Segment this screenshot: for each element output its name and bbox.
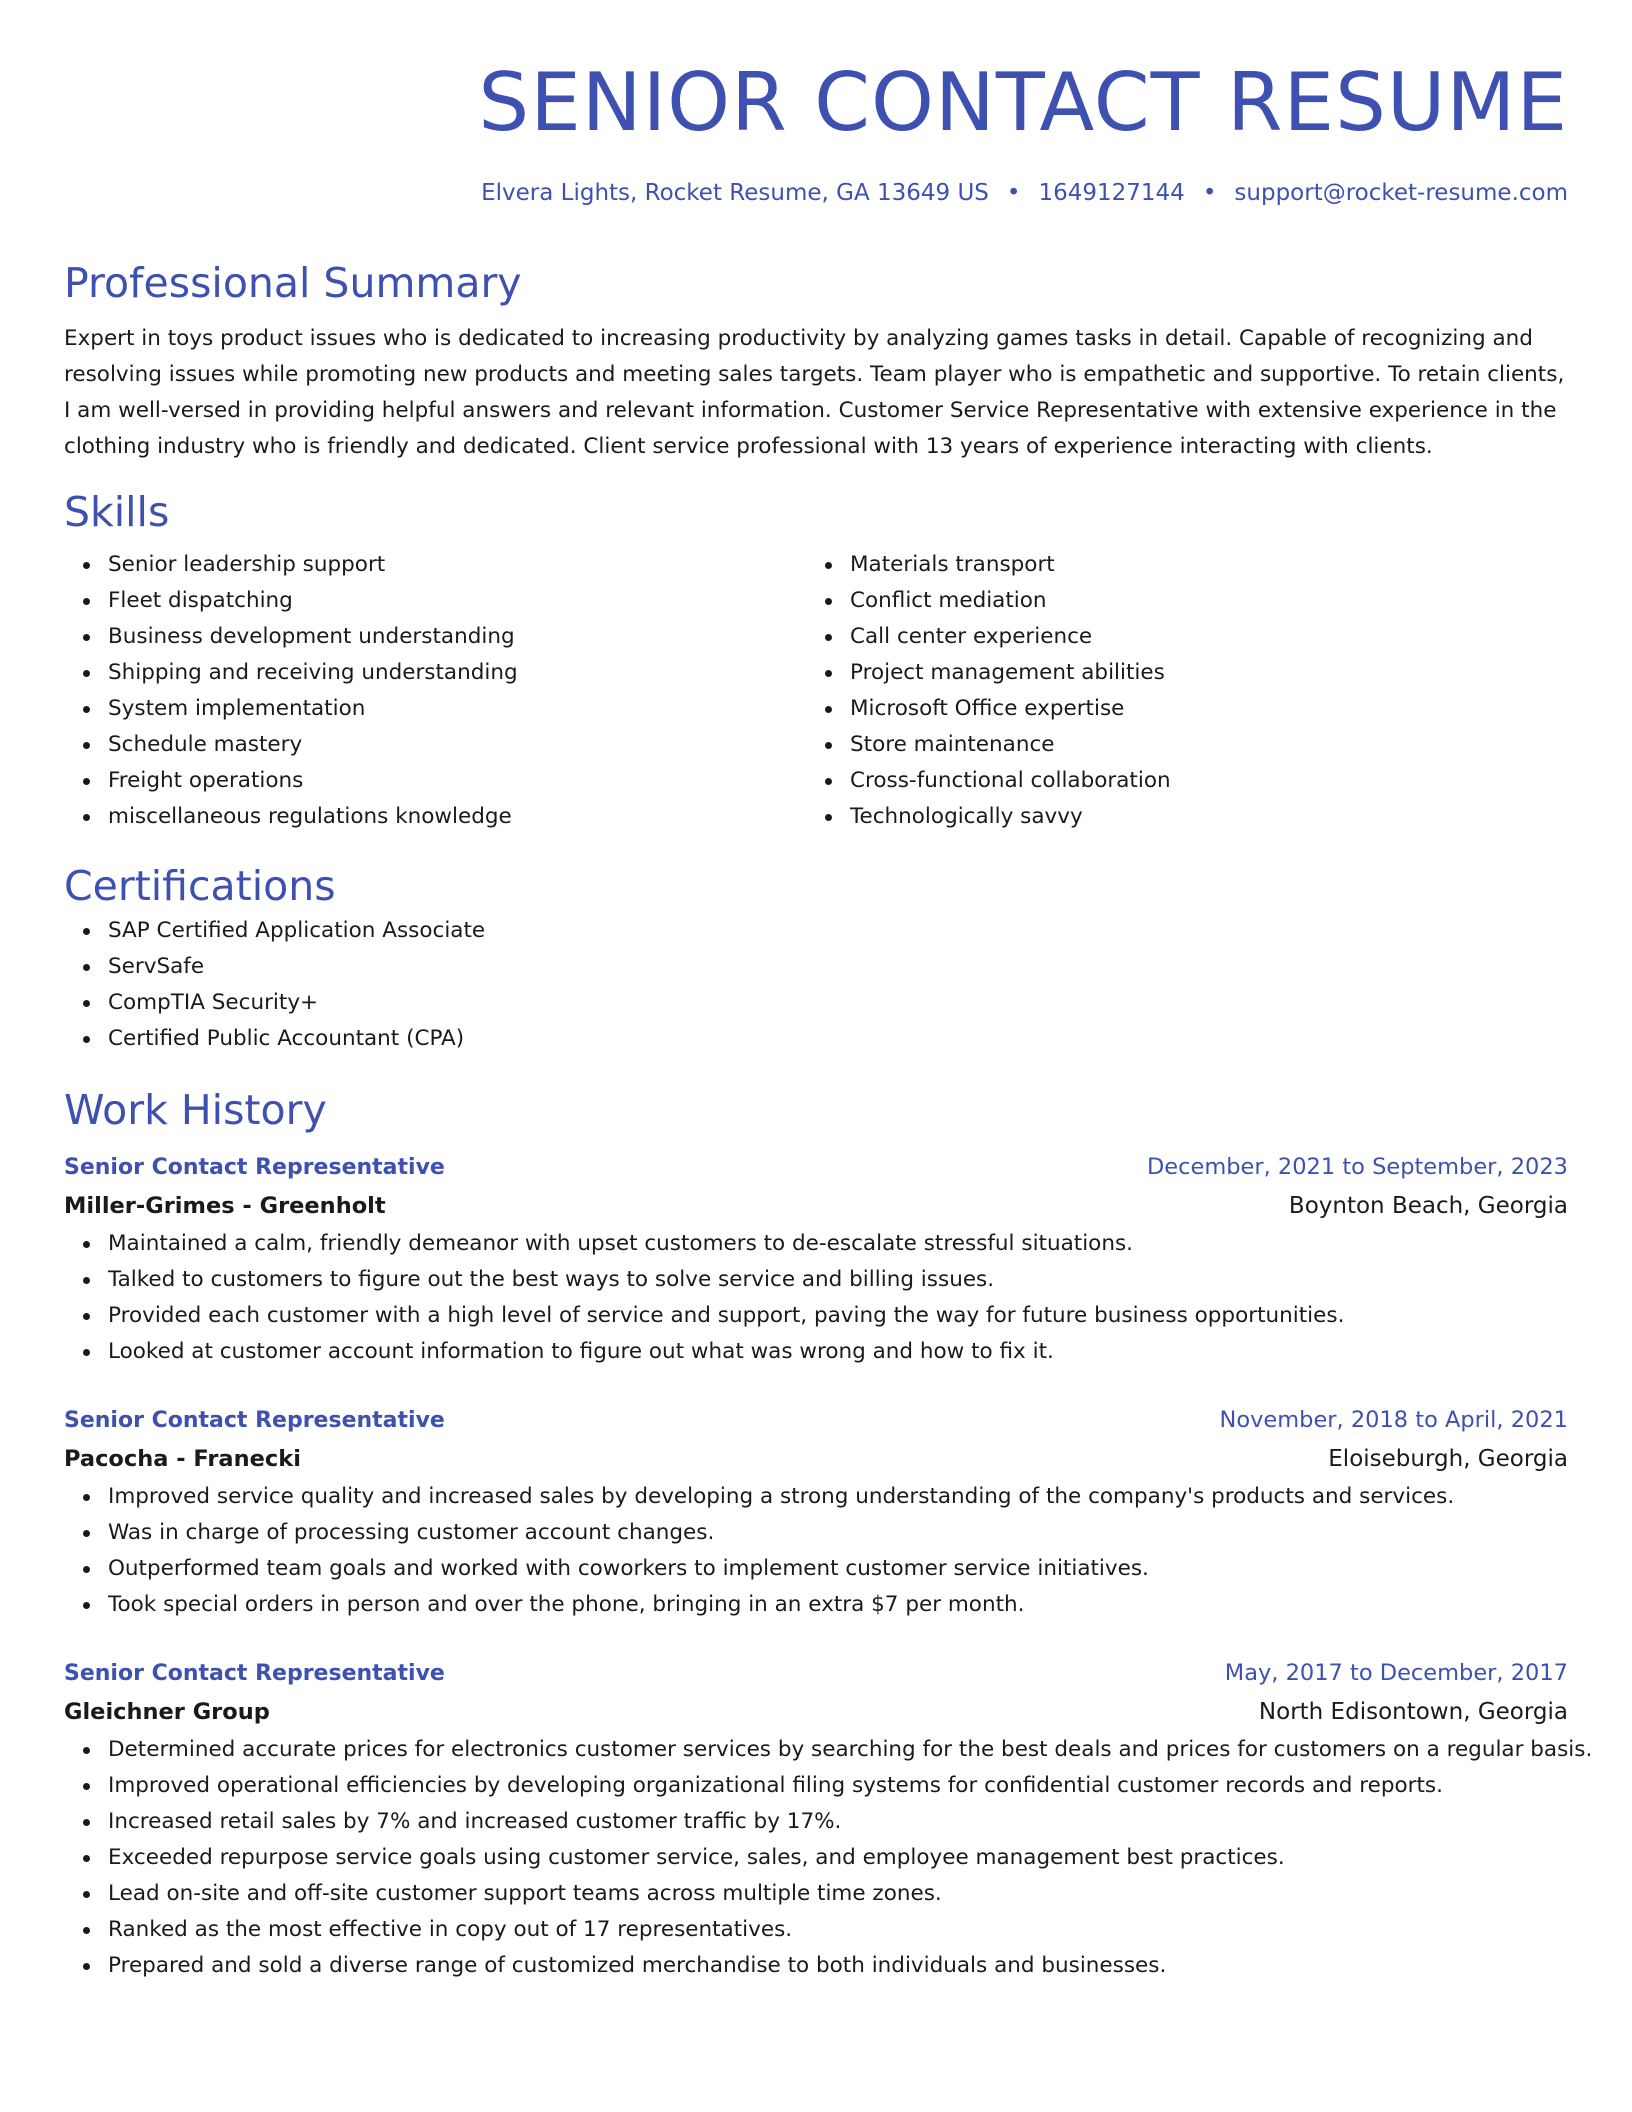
job-dates: December, 2021 to September, 2023 xyxy=(1146,1154,1568,1180)
work-history-heading: Work History xyxy=(64,1086,327,1134)
job-location: Eloiseburgh, Georgia xyxy=(1328,1446,1568,1472)
skill-item: Senior leadership support xyxy=(108,547,806,583)
skill-item: Materials transport xyxy=(850,547,1548,583)
job-bullet: Determined accurate prices for electronics customer services by searching for the best deals and prices for customers on a regular basis. xyxy=(108,1732,1568,1768)
resume-title: SENIOR CONTACT RESUME xyxy=(478,56,1568,149)
job-bullet: Improved service quality and increased sales by developing a strong understanding of the company's products and services. xyxy=(108,1479,1568,1515)
skill-item: miscellaneous regulations knowledge xyxy=(108,799,806,835)
contact-phone: 1649127144 xyxy=(1038,180,1185,206)
job-title: Senior Contact Representative xyxy=(64,1155,445,1180)
job-company-row xyxy=(64,1692,1568,1732)
skill-item: Store maintenance xyxy=(850,727,1548,763)
job-bullet: Took special orders in person and over the phone, bringing in an extra $7 per month. xyxy=(108,1587,1568,1623)
job-bullet: Exceeded repurpose service goals using customer service, sales, and employee management best practices. xyxy=(108,1840,1568,1876)
job-header-row xyxy=(64,1655,1568,1692)
job-bullet: Provided each customer with a high level of service and support, paving the way for future business opportunities. xyxy=(108,1298,1568,1334)
job-company: Miller-Grimes - Greenholt xyxy=(64,1193,386,1219)
skills-column-left xyxy=(64,547,806,835)
skills-heading: Skills xyxy=(64,488,170,536)
job-company-row xyxy=(64,1439,1568,1479)
job-location: North Edisontown, Georgia xyxy=(1258,1699,1568,1725)
job-bullet: Talked to customers to figure out the best ways to solve service and billing issues. xyxy=(108,1262,1568,1298)
certification-item: Certified Public Accountant (CPA) xyxy=(108,1021,1568,1057)
summary-text: Expert in toys product issues who is dedicated to increasing productivity by analyzing games tasks in detail. Capable of recognizing and resolving issues while promoting new products and meeting sales targets. Team player who is empathetic and supportive. To retain clients, I am well-versed in providing helpful answers and relevant information. Customer Service Representative with extensive experience in the clothing industry who is friendly and dedicated. Client service professional with 13 years of experience interacting with clients. xyxy=(64,326,1565,459)
job-company-row xyxy=(64,1186,1568,1226)
skills-grid xyxy=(64,547,1568,835)
job-header-row xyxy=(64,1149,1568,1186)
skill-item: Freight operations xyxy=(108,763,806,799)
skill-item: Schedule mastery xyxy=(108,727,806,763)
job-bullet: Ranked as the most effective in copy out of 17 representatives. xyxy=(108,1912,1568,1948)
job-company: Pacocha - Franecki xyxy=(64,1446,301,1472)
skill-item: Project management abilities xyxy=(850,655,1548,691)
contact-separator: • xyxy=(1006,180,1021,206)
job-bullet: Lead on-site and off-site customer support teams across multiple time zones. xyxy=(108,1876,1568,1912)
job-dates: May, 2017 to December, 2017 xyxy=(1224,1660,1568,1686)
skill-item: Business development understanding xyxy=(108,619,806,655)
skill-item: Shipping and receiving understanding xyxy=(108,655,806,691)
job-bullet: Outperformed team goals and worked with coworkers to implement customer service initiatives. xyxy=(108,1551,1568,1587)
job-header-row xyxy=(64,1402,1568,1439)
contact-address: Elvera Lights, Rocket Resume, GA 13649 US xyxy=(481,180,989,206)
skill-item: System implementation xyxy=(108,691,806,727)
certification-item: ServSafe xyxy=(108,949,1568,985)
skill-item: Microsoft Office expertise xyxy=(850,691,1548,727)
resume-page xyxy=(64,0,1593,1984)
job-bullet: Prepared and sold a diverse range of customized merchandise to both individuals and businesses. xyxy=(108,1948,1568,1984)
job-bullet: Maintained a calm, friendly demeanor with upset customers to de-escalate stressful situations. xyxy=(108,1226,1568,1262)
job-company: Gleichner Group xyxy=(64,1699,270,1725)
contact-line xyxy=(64,176,1568,210)
job-bullets xyxy=(64,1226,1568,1370)
job-dates: November, 2018 to April, 2021 xyxy=(1219,1407,1568,1433)
job-entry xyxy=(64,1149,1568,1370)
skill-item: Fleet dispatching xyxy=(108,583,806,619)
contact-email[interactable]: support@rocket-resume.com xyxy=(1234,180,1568,206)
certification-item: SAP Certified Application Associate xyxy=(108,913,1568,949)
summary-heading: Professional Summary xyxy=(64,259,522,307)
contact-separator: • xyxy=(1202,180,1217,206)
job-title: Senior Contact Representative xyxy=(64,1661,445,1686)
job-location: Boynton Beach, Georgia xyxy=(1288,1193,1568,1219)
job-bullets xyxy=(64,1732,1593,1984)
job-bullet: Was in charge of processing customer account changes. xyxy=(108,1515,1568,1551)
certifications-list xyxy=(64,913,1568,1057)
skill-item: Call center experience xyxy=(850,619,1548,655)
job-entry xyxy=(64,1402,1568,1623)
job-bullet: Increased retail sales by 7% and increased customer traffic by 17%. xyxy=(108,1804,1568,1840)
skills-list-left xyxy=(64,547,806,835)
skill-item: Cross-functional collaboration xyxy=(850,763,1548,799)
certifications-heading: Certifications xyxy=(64,862,336,910)
job-bullet: Looked at customer account information to figure out what was wrong and how to fix it. xyxy=(108,1334,1568,1370)
job-bullet: Improved operational efficiencies by developing organizational filing systems for confidential customer records and reports. xyxy=(108,1768,1568,1804)
job-title: Senior Contact Representative xyxy=(64,1408,445,1433)
job-bullets xyxy=(64,1479,1568,1623)
skill-item: Conflict mediation xyxy=(850,583,1548,619)
skills-list-right xyxy=(806,547,1548,835)
job-entry xyxy=(64,1655,1593,1984)
certification-item: CompTIA Security+ xyxy=(108,985,1568,1021)
skill-item: Technologically savvy xyxy=(850,799,1548,835)
skills-column-right xyxy=(806,547,1548,835)
